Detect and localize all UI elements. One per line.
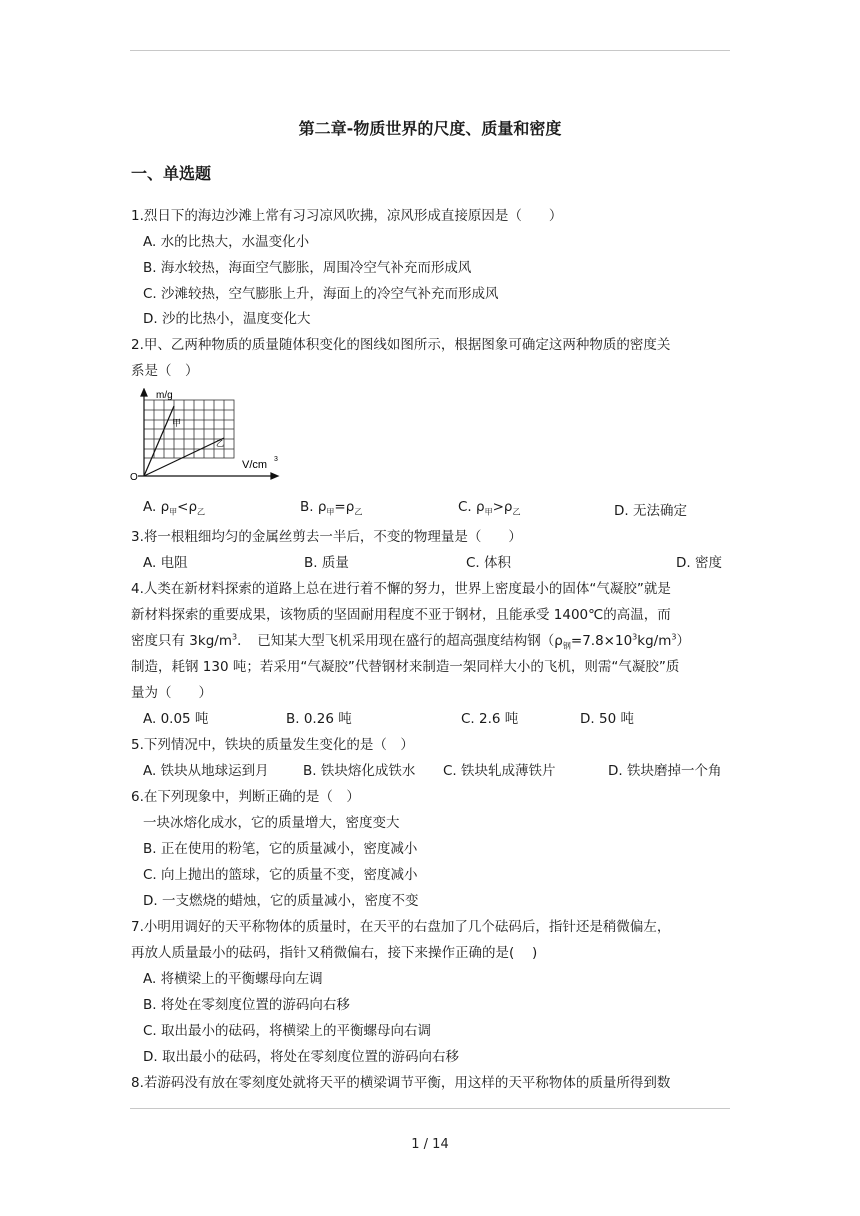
q4-stem-line3: 密度只有 $3kg/m^3$． 已知某大型飞机采用现在盛行的超高强度结构钢$(\rho_钢=7.8\times 10^3kg/m^3)$: [131, 632, 690, 651]
q6-option-c: C. 向上抛出的篮球，它的质量不变，密度减小: [143, 867, 418, 883]
mass-volume-graph: [128, 388, 284, 482]
q1-option-d: D. 沙的比热小，温度变化大: [143, 311, 311, 327]
q4-stem-line2: 新材料探索的重要成果，该物质的坚固耐用程度不亚于钢材，且能承受 1400℃的高温，而: [131, 607, 671, 623]
q6-option-d: D. 一支燃烧的蜡烛，它的质量减小，密度不变: [143, 893, 419, 909]
q6-option-a: 一块冰熔化成水，它的质量增大，密度变大: [143, 815, 400, 831]
q4-stem-line5: 量为（ ）: [131, 685, 212, 701]
q7-option-a: A. 将横梁上的平衡螺母向左调: [143, 971, 323, 987]
q1-option-b: B. 海水较热，海面空气膨胀，周围冷空气补充而形成风: [143, 260, 472, 276]
header-rule: [130, 50, 730, 51]
footer-rule: [130, 1108, 730, 1109]
q8-stem-line1: 8.若游码没有放在零刻度处就将天平的横梁调节平衡，用这样的天平称物体的质量所得到数: [131, 1075, 671, 1091]
q5-option-c: C. 铁块轧成薄铁片: [443, 763, 556, 779]
graph-line-jia-label: 甲: [172, 419, 182, 429]
q5-option-b: B. 铁块熔化成铁水: [303, 763, 416, 779]
q4-option-c: C. 2.6 吨: [461, 711, 519, 727]
graph-x-label: V/cm: [242, 459, 268, 471]
q3-stem: 3.将一根粗细均匀的金属丝剪去一半后，不变的物理量是（ ）: [131, 529, 522, 545]
q2-stem-line1: 2.甲、乙两种物质的质量随体积变化的图线如图所示，根据图象可确定这两种物质的密度关: [131, 337, 671, 353]
graph-line-yi-label: 乙: [216, 439, 224, 448]
q3-option-a: A. 电阻: [143, 555, 188, 571]
q7-stem-line2: 再放人质量最小的砝码，指针又稍微偏右，接下来操作正确的是( ): [131, 945, 538, 961]
q5-stem: 5.下列情况中，铁块的质量发生变化的是（ ）: [131, 737, 414, 753]
q5-option-a: A. 铁块从地球运到月: [143, 763, 269, 779]
q2-option-a: A. $\rho_甲<\rho_乙$: [143, 499, 206, 517]
q4-option-d: D. 50 吨: [580, 711, 634, 727]
q7-option-d: D. 取出最小的砝码，将处在零刻度位置的游码向右移: [143, 1049, 459, 1065]
q1-option-c: C. 沙滩较热，空气膨胀上升，海面上的冷空气补充而形成风: [143, 286, 499, 302]
q4-stem-line1: 4.人类在新材料探索的道路上总在进行着不懈的努力，世界上密度最小的固体“气凝胶”就是: [131, 581, 671, 597]
section-heading: 一、单选题: [131, 164, 212, 183]
q1-option-a: A. 水的比热大，水温变化小: [143, 234, 310, 250]
q6-stem: 6.在下列现象中，判断正确的是（ ）: [131, 789, 360, 805]
q2-option-d: D. 无法确定: [614, 503, 687, 519]
page-number: 1 / 14: [411, 1137, 449, 1152]
q2-option-b: B. $\rho_甲=\rho_乙$: [300, 499, 363, 517]
q4-stem-line4: 制造，耗钢 130 吨；若采用“气凝胶”代替钢材来制造一架同样大小的飞机，则需“气凝胶”质: [131, 659, 680, 675]
q4-option-a: A. 0.05 吨: [143, 711, 209, 727]
q1-stem: 1.烈日下的海边沙滩上常有习习凉风吹拂，凉风形成直接原因是（ ）: [131, 208, 563, 224]
document-title: 第二章-物质世界的尺度、质量和密度: [298, 119, 562, 138]
q7-option-b: B. 将处在零刻度位置的游码向右移: [143, 997, 350, 1013]
q2-stem-line2: 系是（ ）: [131, 363, 199, 379]
q6-option-b: B. 正在使用的粉笔，它的质量减小，密度减小: [143, 841, 418, 857]
q5-option-d: D. 铁块磨掉一个角: [608, 763, 722, 779]
q4-option-b: B. 0.26 吨: [286, 711, 352, 727]
q3-option-d: D. 密度: [676, 555, 722, 571]
graph-y-label: m/g: [156, 390, 173, 401]
q3-option-b: B. 质量: [304, 555, 349, 571]
q3-option-c: C. 体积: [466, 555, 512, 571]
graph-origin-label: O: [130, 472, 138, 482]
q7-option-c: C. 取出最小的砝码，将横梁上的平衡螺母向右调: [143, 1023, 432, 1039]
q2-option-c: C. $\rho_甲>\rho_乙$: [458, 499, 521, 517]
q7-stem-line1: 7.小明用调好的天平称物体的质量时，在天平的右盘加了几个砝码后，指针还是稍微偏左，: [131, 919, 671, 935]
graph-x-label-sup: 3: [274, 456, 278, 463]
